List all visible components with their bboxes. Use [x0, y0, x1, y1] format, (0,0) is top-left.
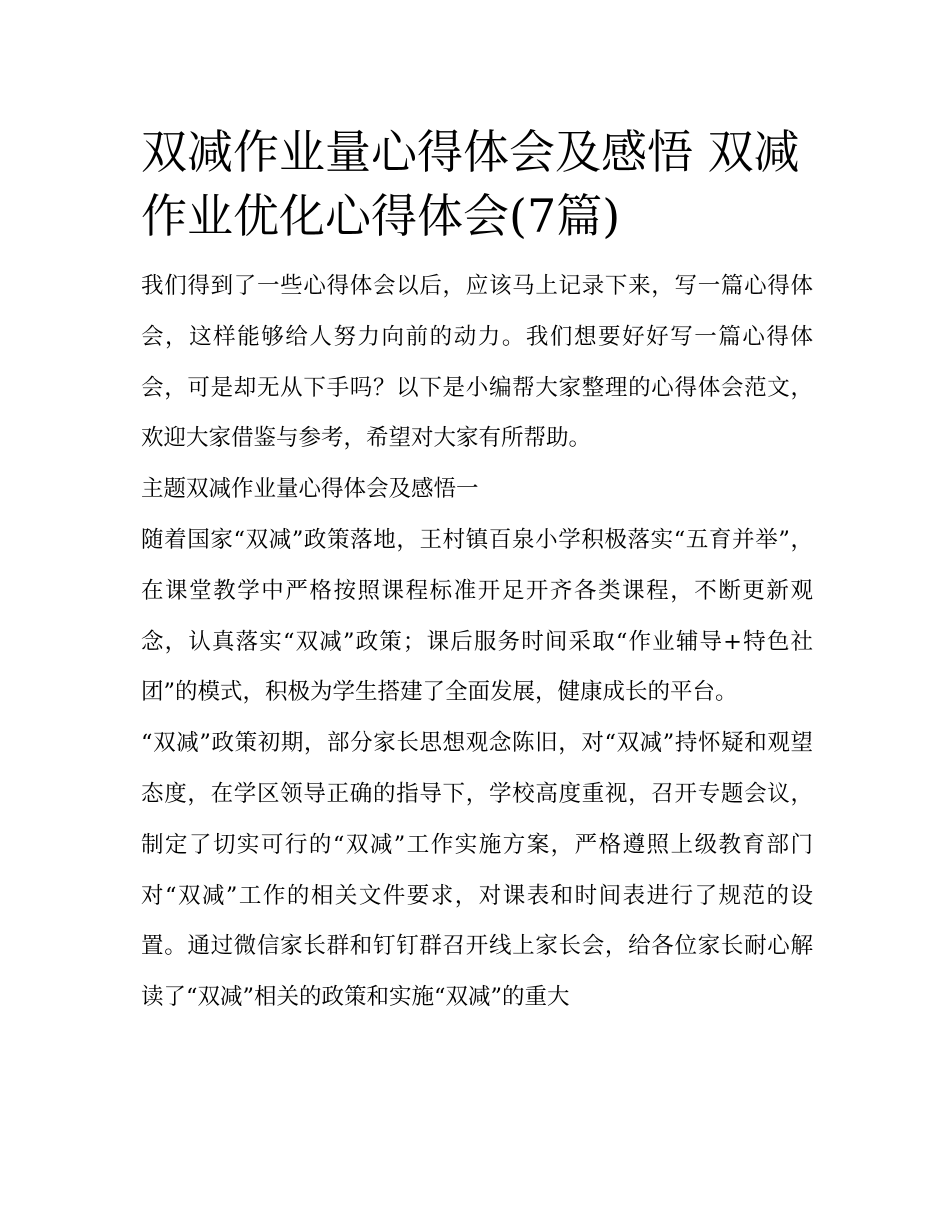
intro-paragraph: 我们得到了一些心得体会以后，应该马上记录下来，写一篇心得体会，这样能够给人努力向前的动力。我们想要好好写一篇心得体会，可是却无从下手吗？以下是小编帮大家整理的心得体会范文，欢迎大家借鉴与参考，希望对大家有所帮助。 — [141, 273, 813, 452]
section-heading: 主题双减作业量心得体会及感悟一 — [141, 476, 479, 503]
document-title: 双减作业量心得体会及感悟 双减作业优化心得体会(7篇) — [141, 125, 800, 243]
body-paragraph: “双减”政策初期，部分家长思想观念陈旧，对“双减”持怀疑和观望态度，在学区领导正确的指导下，学校高度重视，召开专题会议，制定了切实可行的“双减”工作实施方案，严格遵照上级教育部门对“双减”工作的相关文件要求，对课表和时间表进行了规范的设置。通过微信家长群和钉钉群召开线上家长会，给各位家长耐心解读了“双减”相关的政策和实施“双减”的重大 — [141, 730, 813, 1011]
document-body — [141, 120, 813, 1023]
body-paragraph: 随着国家“双减”政策落地，王村镇百泉小学积极落实“五育并举”，在课堂教学中严格按照课程标准开足开齐各类课程，不断更新观念，认真落实“双减”政策；课后服务时间采取“作业辅导+特色社团”的模式，积极为学生搭建了全面发展，健康成长的平台。 — [141, 526, 813, 706]
